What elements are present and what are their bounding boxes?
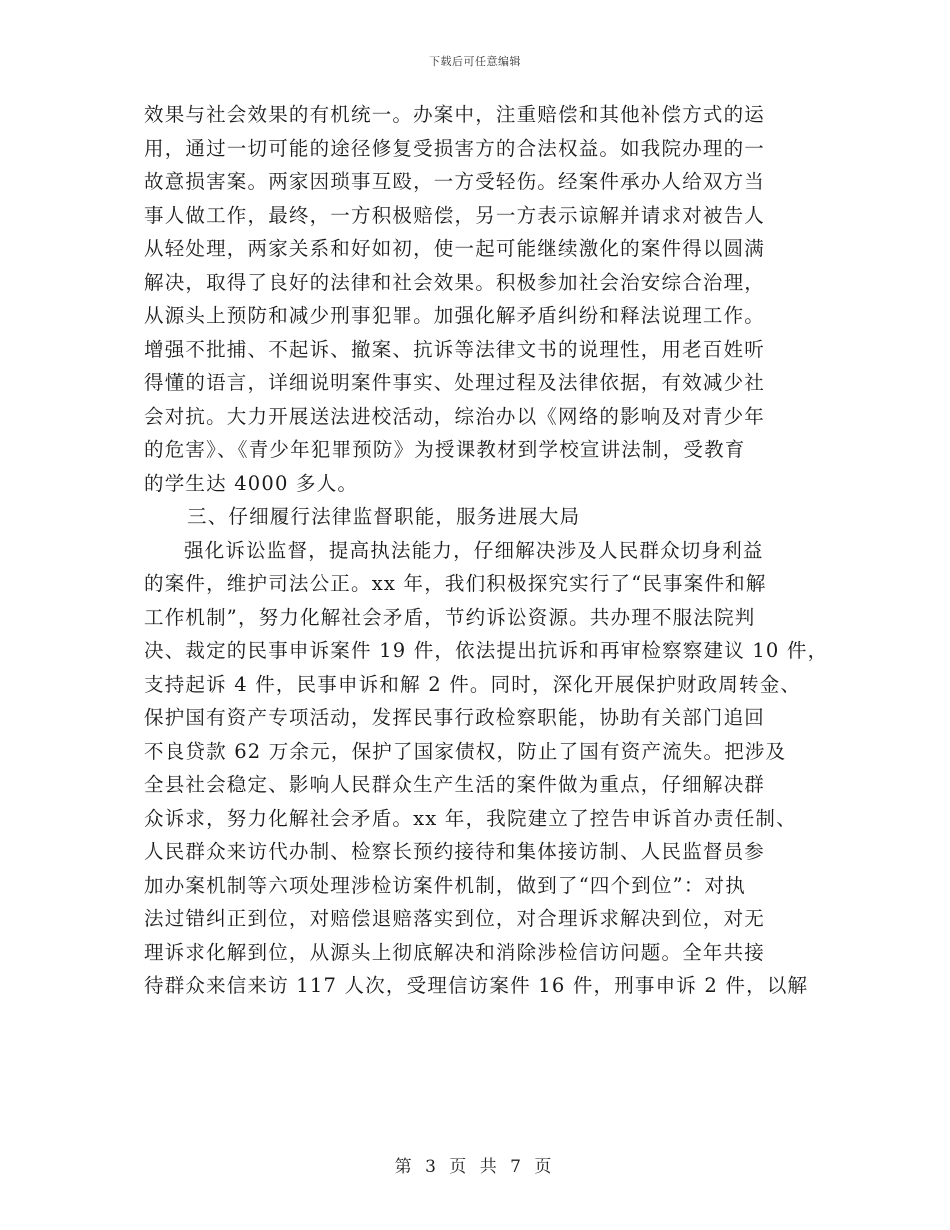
text-line: 从源头上预防和减少刑事犯罪。加强化解矛盾纠纷和释法说理工作。 (144, 304, 766, 327)
text-line: 事人做工作，最终，一方积极赔偿，另一方表示谅解并请求对被告人 (144, 203, 766, 227)
text-line: 保护国有资产专项活动，发挥民事行政检察职能，协助有关部门追回 (144, 706, 766, 729)
text-line: 决、裁定的民事申诉案件 19 件，依法提出抗诉和再审检察察建议 10 件， (144, 639, 829, 662)
document-body (144, 98, 829, 1003)
text-line: 众诉求，努力化解社会矛盾。xx 年，我院建立了控告申诉首办责任制、 (144, 806, 797, 830)
text-line: 工作机制”，努力化解社会矛盾，节约诉讼资源。共办理不服法院判 (144, 605, 756, 629)
text-line: 的学生达 4000 多人。 (144, 471, 359, 495)
text-line: 解决，取得了良好的法律和社会效果。积极参加社会治安综合治理， (144, 270, 766, 294)
text-line: 的案件，维护司法公正。xx 年，我们积极探究实行了“民事案件和解 (144, 572, 767, 595)
text-line: 理诉求化解到位，从源头上彻底解决和消除涉检信访问题。全年共接 (144, 940, 766, 964)
text-line: 人民群众来访代办制、检察长预约接待和集体接访制、人民监督员参 (144, 840, 766, 863)
text-line: 增强不批捕、不起诉、撤案、抗诉等法律文书的说理性，用老百姓听 (144, 337, 766, 361)
page-number-footer: 第 3 页 共 7 页 (394, 1157, 556, 1177)
text-line: 待群众来信来访 117 人次，受理信访案件 16 件，刑事申诉 2 件，以解 (144, 974, 809, 997)
text-line: 法过错纠正到位，对赔偿退赔落实到位，对合理诉求解决到位，对无 (144, 907, 766, 930)
text-line: 效果与社会效果的有机统一。办案中，注重赔偿和其他补偿方式的运 (144, 103, 766, 126)
paragraph-first-line: 强化诉讼监督，提高执法能力，仔细解决涉及人民群众切身利益 (184, 538, 764, 562)
text-line: 支持起诉 4 件，民事申诉和解 2 件。同时，深化开展保护财政周转金、 (144, 672, 802, 696)
text-line: 用，通过一切可能的途径修复受损害方的合法权益。如我院办理的一 (144, 136, 766, 160)
page-header-note: 下载后可任意编辑 (429, 55, 521, 68)
text-line: 的危害》、《青少年犯罪预防》为授课教材到学校宣讲法制，受教育 (144, 438, 746, 461)
text-line: 故意损害案。两家因琐事互殴，一方受轻伤。经案件承办人给双方当 (144, 170, 766, 193)
text-line: 会对抗。大力开展送法进校活动，综治办以《网络的影响及对青少年 (144, 404, 766, 428)
text-line: 得懂的语言，详细说明案件事实、处理过程及法律依据，有效减少社 (144, 371, 766, 394)
text-line: 加办案机制等六项处理涉检访案件机制，做到了“四个到位”：对执 (144, 873, 746, 897)
text-line: 全县社会稳定、影响人民群众生产生活的案件做为重点，仔细解决群 (144, 773, 766, 796)
section-heading: 三、仔细履行法律监督职能，服务进展大局 (187, 505, 581, 528)
text-line: 从轻处理，两家关系和好如初，使一起可能继续激化的案件得以圆满 (144, 237, 766, 260)
text-line: 不良贷款 62 万余元，保护了国家债权，防止了国有资产流失。把涉及 (144, 739, 787, 763)
